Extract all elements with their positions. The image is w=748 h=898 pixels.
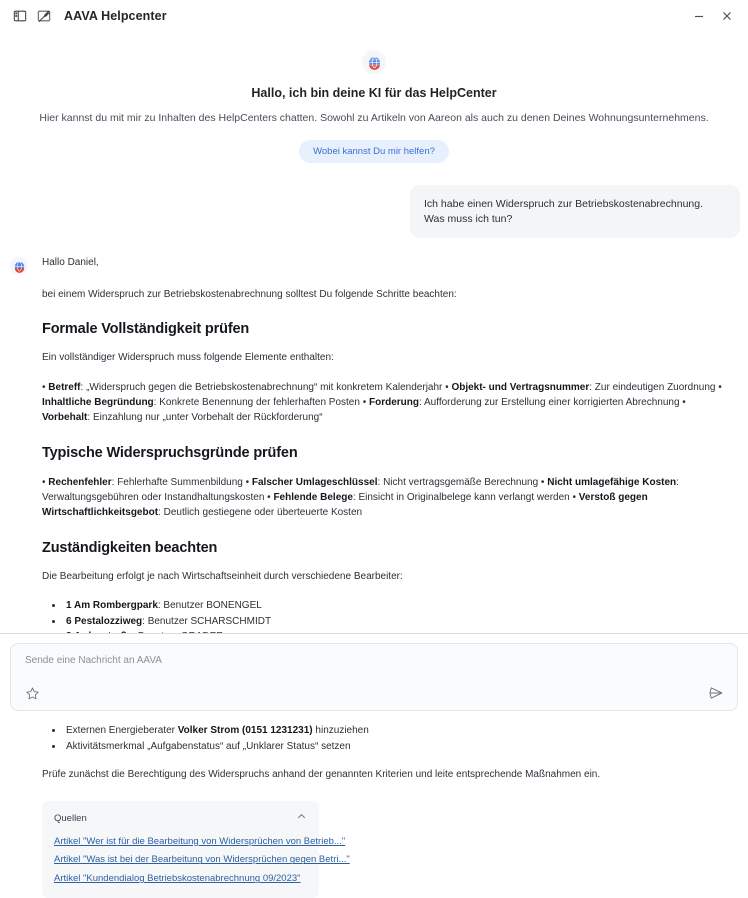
message-input[interactable]: Sende eine Nachricht an AAVA	[25, 655, 162, 666]
assistant-message-row	[0, 238, 748, 898]
aareon-globe-logo-icon	[362, 50, 386, 74]
intro-title: Hallo, ich bin deine KI für das HelpCenter	[251, 86, 497, 100]
user-message-bubble: Ich habe einen Widerspruch zur Betriebskostenabrechnung. Was muss ich tun?	[410, 185, 740, 238]
source-link[interactable]: Artikel "Was ist bei der Bearbeitung von Widersprüchen gegen Betri..."	[54, 854, 350, 866]
list-item: • Aktivitätsmerkmal „Aufgabenstatus“ auf „Unklarer Status“ setzen	[64, 739, 736, 755]
responsibilities-heading: Zuständigkeiten beachten	[42, 539, 218, 556]
section-heading: Typische Widerspruchsgründe prüfen	[42, 444, 298, 461]
special-cases-list	[64, 723, 736, 754]
window-title: AAVA Helpcenter	[64, 9, 167, 23]
sources-header[interactable]	[54, 811, 307, 827]
user-message-row	[0, 163, 748, 238]
sidebar-toggle-icon[interactable]	[8, 4, 32, 28]
responsibilities-intro: Die Bearbeitung erfolgt je nach Wirtschaftseinheit durch verschiedene Bearbeiter:	[42, 570, 403, 582]
source-link[interactable]: Artikel "Wer ist für die Bearbeitung von Widersprüchen von Betrieb..."	[54, 835, 346, 847]
sources-panel	[42, 801, 350, 898]
composer-box[interactable]	[10, 643, 738, 711]
minimize-button[interactable]	[686, 4, 712, 28]
assistant-avatar-icon	[10, 257, 28, 275]
composer-actions	[21, 682, 727, 704]
new-chat-icon[interactable]	[32, 4, 56, 28]
assistant-message-body	[28, 256, 738, 898]
special-cases-closing: Prüfe zunächst die Berechtigung des Widerspruchs anhand der genannten Kriterien und leite entsprechende Maßnahmen ein.	[42, 769, 601, 781]
source-link[interactable]: Artikel "Kundendialog Betriebskostenabrechnung 09/2023"	[54, 873, 301, 885]
star-icon[interactable]	[21, 682, 43, 704]
section-intro: Ein vollständiger Widerspruch muss folgende Elemente enthalten:	[42, 352, 334, 364]
section-inline-list: • Rechenfehler: Fehlerhafte Summenbildung • Falscher Umlageschlüssel: Nicht vertragsgemäße Berechnung • Nicht umlagefähige Kosten: Verwaltungsgebühren oder Instandhaltungskosten • Fehlende Belege: Einsicht in Originalbelege kann verlangt werden • Verstoß gegen Wirtschaftlichkeitsgebot: Deutlich gestiegene oder überteuerte Kosten	[42, 476, 679, 518]
list-item: • 1 Am Rombergpark: Benutzer BONENGEL	[64, 598, 736, 614]
assistant-lead: bei einem Widerspruch zur Betriebskostenabrechnung solltest Du folgende Schritte beachten:	[42, 288, 457, 300]
sources-link-list	[54, 835, 350, 886]
conversation-area[interactable]	[0, 32, 748, 885]
assistant-greeting: Hallo Daniel,	[42, 257, 99, 269]
suggestion-chip[interactable]: Wobei kannst Du mir helfen?	[299, 140, 449, 163]
section-heading: Formale Vollständigkeit prüfen	[42, 321, 250, 338]
list-item: • Externen Energieberater Volker Strom (0151 1231231) hinzuziehen	[64, 723, 736, 739]
window-controls	[686, 4, 740, 28]
composer-bar	[0, 633, 748, 720]
assistant-sections	[42, 319, 736, 520]
intro-subtitle: Hier kannst du mit mir zu Inhalten des HelpCenters chatten. Sowohl zu Artikeln von Aareon als auch zu denen Deines Wohnungsunternehmens.	[39, 112, 709, 124]
send-icon[interactable]	[705, 682, 727, 704]
title-bar	[0, 0, 748, 32]
sources-label: Quellen	[54, 812, 87, 824]
list-item: • 6 Pestalozziweg: Benutzer SCHARSCHMIDT	[64, 614, 736, 630]
close-button[interactable]	[714, 4, 740, 28]
section-inline-list: • Betreff: „Widerspruch gegen die Betriebskostenabrechnung“ mit konkretem Kalenderjahr • Objekt- und Vertragsnummer: Zur eindeutigen Zuordnung • Inhaltliche Begründung: Konkrete Benennung der fehlerhaften Posten • Forderung: Aufforderung zur Erstellung einer korrigierten Abrechnung • Vorbehalt: Einzahlung nur „unter Vorbehalt der Rückforderung“	[42, 381, 722, 423]
intro-block	[0, 32, 748, 163]
chevron-up-icon[interactable]	[296, 811, 307, 827]
